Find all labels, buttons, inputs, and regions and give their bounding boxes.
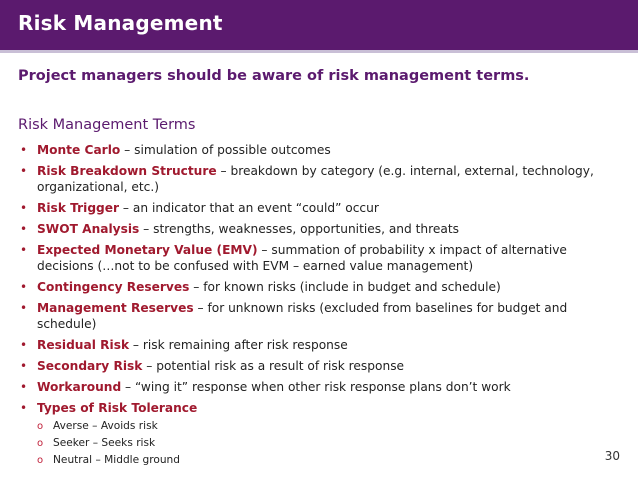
risk-tolerance-list: [37, 419, 618, 468]
term-name: Management Reserves: [37, 301, 194, 315]
term-name: Types of Risk Tolerance: [37, 401, 198, 415]
term-name: Contingency Reserves: [37, 280, 190, 294]
term-item: [18, 221, 618, 237]
term-description: – for unknown risks (excluded from baselines for budget and schedule): [37, 301, 568, 331]
page-number: 30: [604, 449, 620, 463]
term-name: Risk Breakdown Structure: [37, 164, 217, 178]
risk-tolerance-item: o Seeker – Seeks risk: [37, 436, 618, 451]
risk-tolerance-item: o Neutral – Middle ground: [37, 453, 618, 468]
term-item: [18, 142, 618, 158]
term-description: – “wing it” response when other risk response plans don’t work: [121, 380, 511, 394]
section-heading: Risk Management Terms: [18, 117, 196, 133]
terms-list: [18, 142, 618, 473]
term-name: Risk Trigger: [37, 201, 120, 215]
term-description: – breakdown by category (e.g. internal, external, technology, organizational, etc.): [37, 164, 594, 194]
term-description: – for known risks (include in budget and schedule): [189, 280, 501, 294]
term-name: Expected Monetary Value (EMV): [37, 243, 258, 257]
term-item: [18, 163, 618, 195]
term-item: [18, 242, 618, 274]
term-item: [18, 358, 618, 374]
slide-subtitle: Project managers should be aware of risk management terms.: [18, 68, 530, 84]
term-name: Residual Risk: [37, 338, 130, 352]
term-item: [18, 337, 618, 353]
term-name: Workaround: [37, 380, 122, 394]
risk-tolerance-item: o Averse – Avoids risk: [37, 419, 618, 434]
term-item: [18, 300, 618, 332]
term-description: – strengths, weaknesses, opportunities, and threats: [139, 222, 459, 236]
term-description: – summation of probability x impact of alternative decisions (…not to be confused with EVM – earned value management): [37, 243, 567, 273]
term-name: Monte Carlo: [37, 143, 121, 157]
term-item: [18, 200, 618, 216]
term-description: – an indicator that an event “could” occur: [119, 201, 379, 215]
term-item: [18, 279, 618, 295]
title-bar: [0, 0, 638, 53]
term-name: SWOT Analysis: [37, 222, 140, 236]
slide-title: Risk Management: [18, 11, 223, 35]
term-item: [18, 400, 618, 468]
term-item: [18, 379, 618, 395]
term-name: Secondary Risk: [37, 359, 143, 373]
term-description: – simulation of possible outcomes: [120, 143, 331, 157]
term-description: – risk remaining after risk response: [129, 338, 348, 352]
term-description: – potential risk as a result of risk response: [142, 359, 405, 373]
